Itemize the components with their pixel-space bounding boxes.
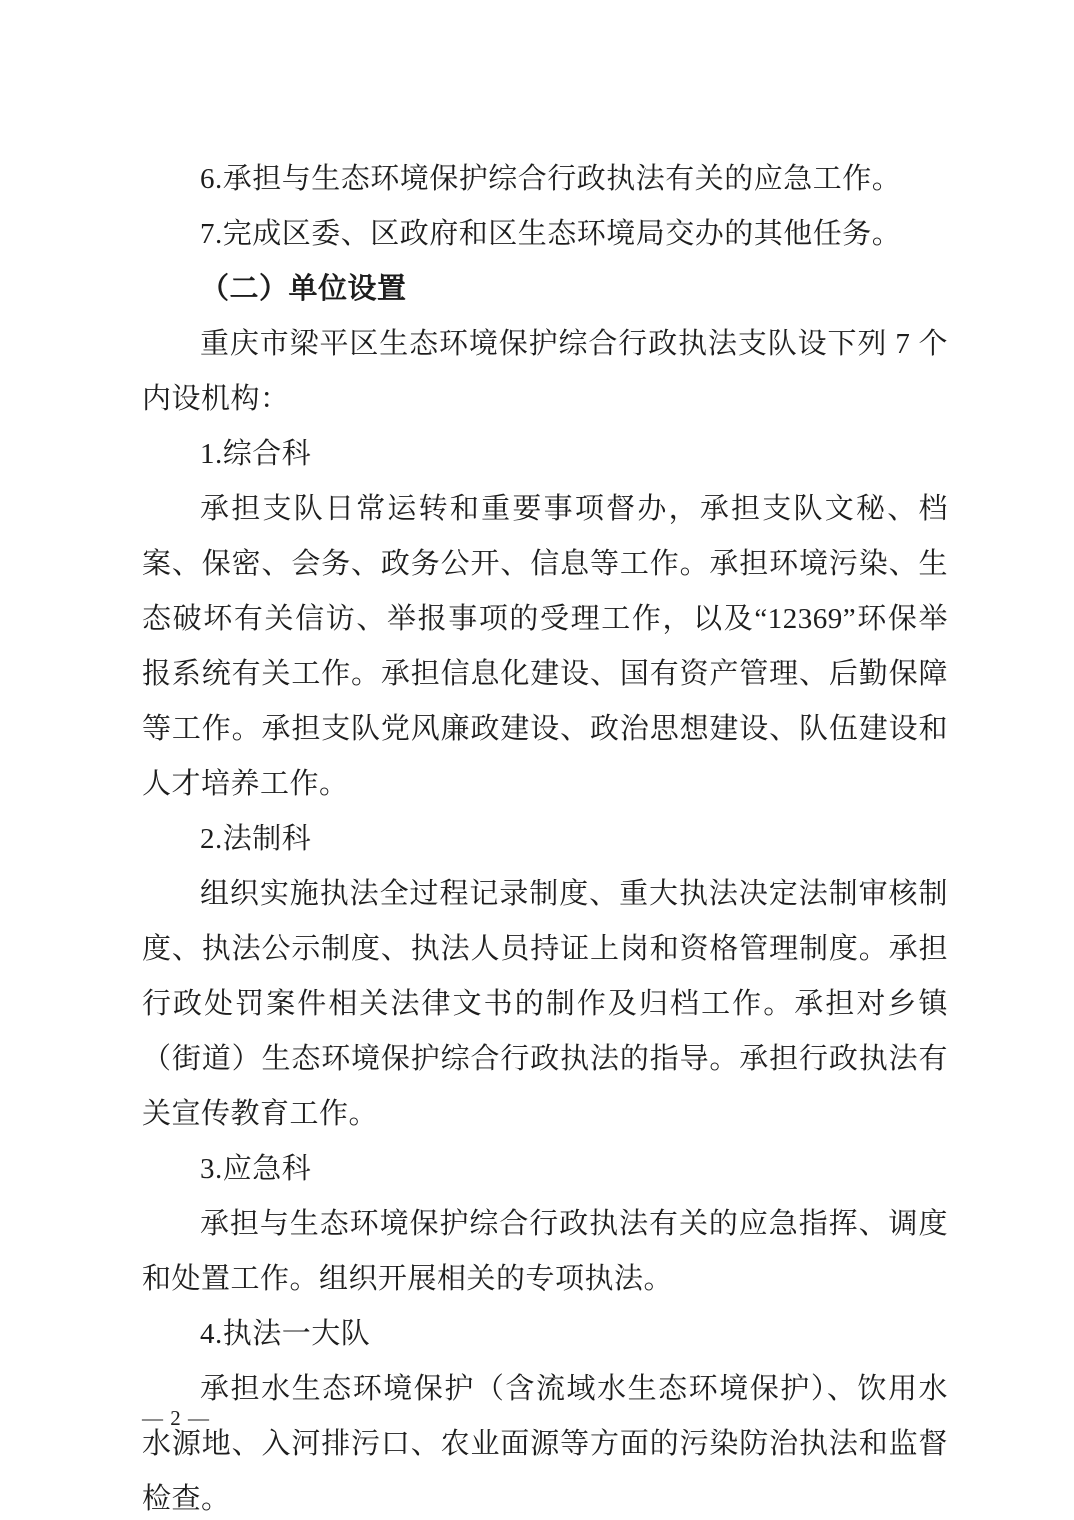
document-body xyxy=(142,152,948,1520)
body-paragraph: 6.承担与生态环境保护综合行政执法有关的应急工作。 xyxy=(200,163,902,195)
body-paragraph: 重庆市梁平区生态环境保护综合行政执法支队设下列 7 个内设机构： xyxy=(142,328,948,415)
body-paragraph: 组织实施执法全过程记录制度、重大执法决定法制审核制度、执法公示制度、执法人员持证上岗和资格管理制度。承担行政处罚案件相关法律文书的制作及归档工作。承担对乡镇（街道）生态环境保护综合行政执法的指导。承担行政执法有关宣传教育工作。 xyxy=(142,878,948,1130)
section-heading: （二）单位设置 xyxy=(200,273,407,305)
body-paragraph: 7.完成区委、区政府和区生态环境局交办的其他任务。 xyxy=(200,218,902,250)
body-paragraph: 承担与生态环境保护综合行政执法有关的应急指挥、调度和处置工作。组织开展相关的专项执法。 xyxy=(142,1208,948,1295)
item-heading: 2.法制科 xyxy=(200,823,312,855)
item-heading: 3.应急科 xyxy=(200,1153,312,1185)
page-number: — 2 — xyxy=(142,1406,210,1430)
item-heading: 4.执法一大队 xyxy=(200,1318,371,1350)
body-paragraph: 承担支队日常运转和重要事项督办，承担支队文秘、档案、保密、会务、政务公开、信息等工作。承担环境污染、生态破坏有关信访、举报事项的受理工作，以及“12369”环保举报系统有关工作。承担信息化建设、国有资产管理、后勤保障等工作。承担支队党风廉政建设、政治思想建设、队伍建设和人才培养工作。 xyxy=(142,493,948,800)
body-paragraph: 承担水生态环境保护（含流域水生态环境保护）、饮用水水源地、入河排污口、农业面源等方面的污染防治执法和监督检查。 xyxy=(142,1373,948,1515)
item-heading: 1.综合科 xyxy=(200,438,312,470)
